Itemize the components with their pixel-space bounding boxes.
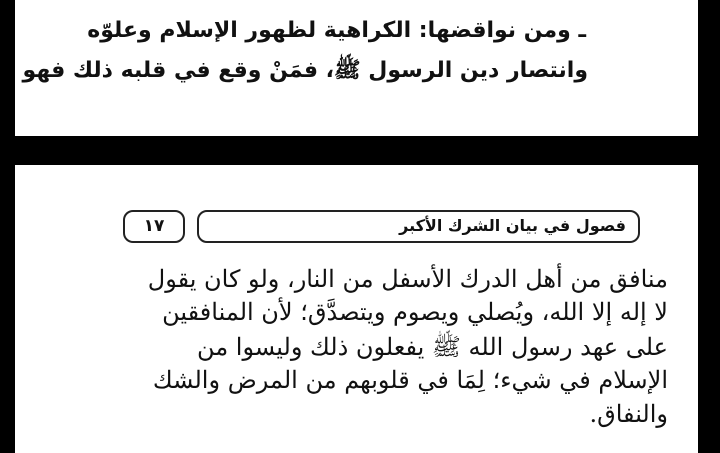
body-text-line-4: الإسلام في شيء؛ لِمَا في قلوبهم من المرض والشك — [152, 366, 668, 394]
top-text-line-1: ـ ومن نواقضها: الكراهية لظهور الإسلام وعلوّه — [87, 18, 586, 43]
page-number-frame — [123, 210, 185, 243]
body-text-line-1: منافق من أهل الدرك الأسفل من النار، ولو كان يقول — [147, 265, 668, 293]
page-number: ١٧ — [143, 216, 165, 236]
bottom-page — [15, 165, 698, 453]
running-header-frame — [197, 210, 640, 243]
body-text-line-3: على عهد رسول الله ﷺ يفعلون ذلك وليسوا من — [197, 333, 668, 361]
body-text-line-5: والنفاق. — [589, 400, 668, 428]
running-header-title: فصول في بيان الشرك الأكبر — [399, 216, 626, 235]
top-text-line-2: وانتصار دين الرسول ﷺ، فمَنْ وقع في قلبه ذلك فهو — [22, 58, 588, 83]
body-text-line-2: لا إله إلا الله، ويُصلي ويصوم ويتصدَّق؛ لأن المنافقين — [162, 298, 668, 326]
top-page-fragment — [15, 0, 698, 136]
